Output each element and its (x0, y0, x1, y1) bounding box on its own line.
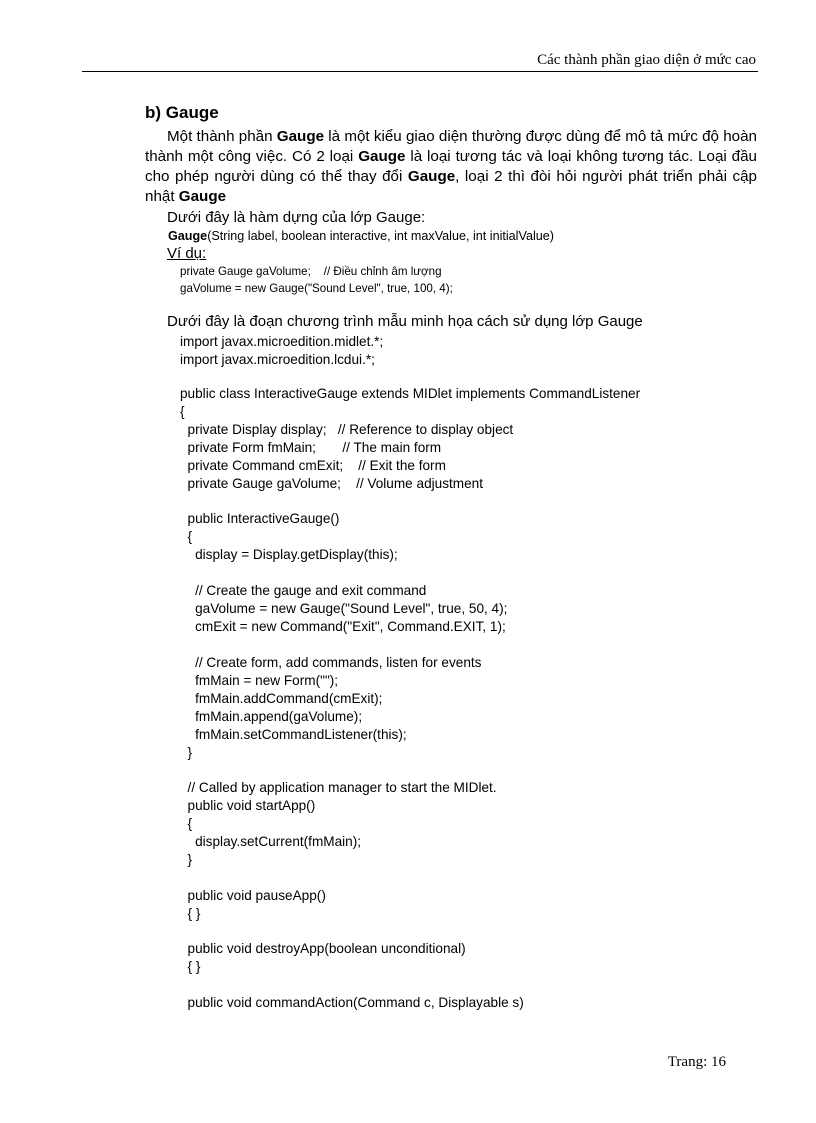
page-header-title: Các thành phần giao diện ở mức cao (537, 52, 756, 68)
para-text: là một kiểu giao diện thường được dùng để mô tả mức độ hoàn thành một công việc. Có 2 loại (145, 128, 757, 165)
code-line: private Display display; // Reference to display object (180, 422, 514, 437)
code-line: import javax.microedition.lcdui.*; (180, 352, 375, 367)
code-line: fmMain.setCommandListener(this); (180, 727, 407, 742)
para-bold-term: Gauge (358, 148, 406, 165)
code-line: fmMain.append(gaVolume); (180, 709, 363, 724)
code-line: public void pauseApp() (180, 888, 326, 903)
code-line: // Create the gauge and exit command (180, 583, 427, 598)
code-line: display = Display.getDisplay(this); (180, 547, 398, 562)
code-line: cmExit = new Command("Exit", Command.EXIT, 1); (180, 619, 506, 634)
code-line: { } (180, 959, 201, 974)
code-line: public void startApp() (180, 798, 316, 813)
para-text: là loại tương tác và loại không tương tác. Loại đầu cho phép người dùng có thể thay đổi (145, 148, 757, 185)
header-rule (82, 71, 758, 72)
code-line: // Called by application manager to start the MIDlet. (180, 780, 497, 795)
code-line: public void destroyApp(boolean unconditional) (180, 941, 466, 956)
sample-intro: Dưới đây là đoạn chương trình mẫu minh họa cách sử dụng lớp Gauge (167, 313, 643, 330)
example-line: private Gauge gaVolume; // Điều chỉnh âm lượng (180, 265, 442, 278)
code-line: fmMain.addCommand(cmExit); (180, 691, 383, 706)
code-line: private Gauge gaVolume; // Volume adjustment (180, 476, 484, 491)
constructor-intro: Dưới đây là hàm dựng của lớp Gauge: (167, 209, 426, 226)
code-line: public class InteractiveGauge extends MIDlet implements CommandListener (180, 386, 641, 401)
code-line: display.setCurrent(fmMain); (180, 834, 362, 849)
code-line: private Form fmMain; // The main form (180, 440, 442, 455)
code-line: import javax.microedition.midlet.*; (180, 334, 384, 349)
para-bold-term: Gauge (276, 128, 325, 145)
code-line: public void commandAction(Command c, Displayable s) (180, 995, 524, 1010)
para-bold-term: Gauge (178, 188, 227, 205)
section-heading: b) Gauge (145, 103, 219, 122)
code-line: } (180, 852, 193, 867)
para-text: Một thành phần (167, 128, 277, 145)
code-line: fmMain = new Form(""); (180, 673, 339, 688)
code-line: // Create form, add commands, listen for events (180, 655, 482, 670)
page-number: Trang: 16 (667, 1054, 726, 1070)
para-bold-term: Gauge (407, 168, 456, 185)
example-line: gaVolume = new Gauge("Sound Level", true, 100, 4); (180, 282, 453, 295)
code-line: { (180, 404, 185, 419)
para-text: , loại 2 thì đòi hỏi người phát triển phải cập nhật (145, 168, 757, 205)
signature-class-name: Gauge (168, 229, 208, 243)
signature-params: (String label, boolean interactive, int maxValue, int initialValue) (207, 229, 554, 243)
code-line: private Command cmExit; // Exit the form (180, 458, 446, 473)
code-line: { } (180, 906, 201, 921)
code-line: { (180, 816, 193, 831)
code-line: } (180, 745, 193, 760)
code-line: gaVolume = new Gauge("Sound Level", true, 50, 4); (180, 601, 508, 616)
example-label: Ví dụ: (167, 245, 207, 262)
intro-paragraph (145, 127, 757, 207)
code-line: public InteractiveGauge() (180, 511, 340, 526)
code-line: { (180, 529, 193, 544)
constructor-signature (168, 229, 554, 243)
